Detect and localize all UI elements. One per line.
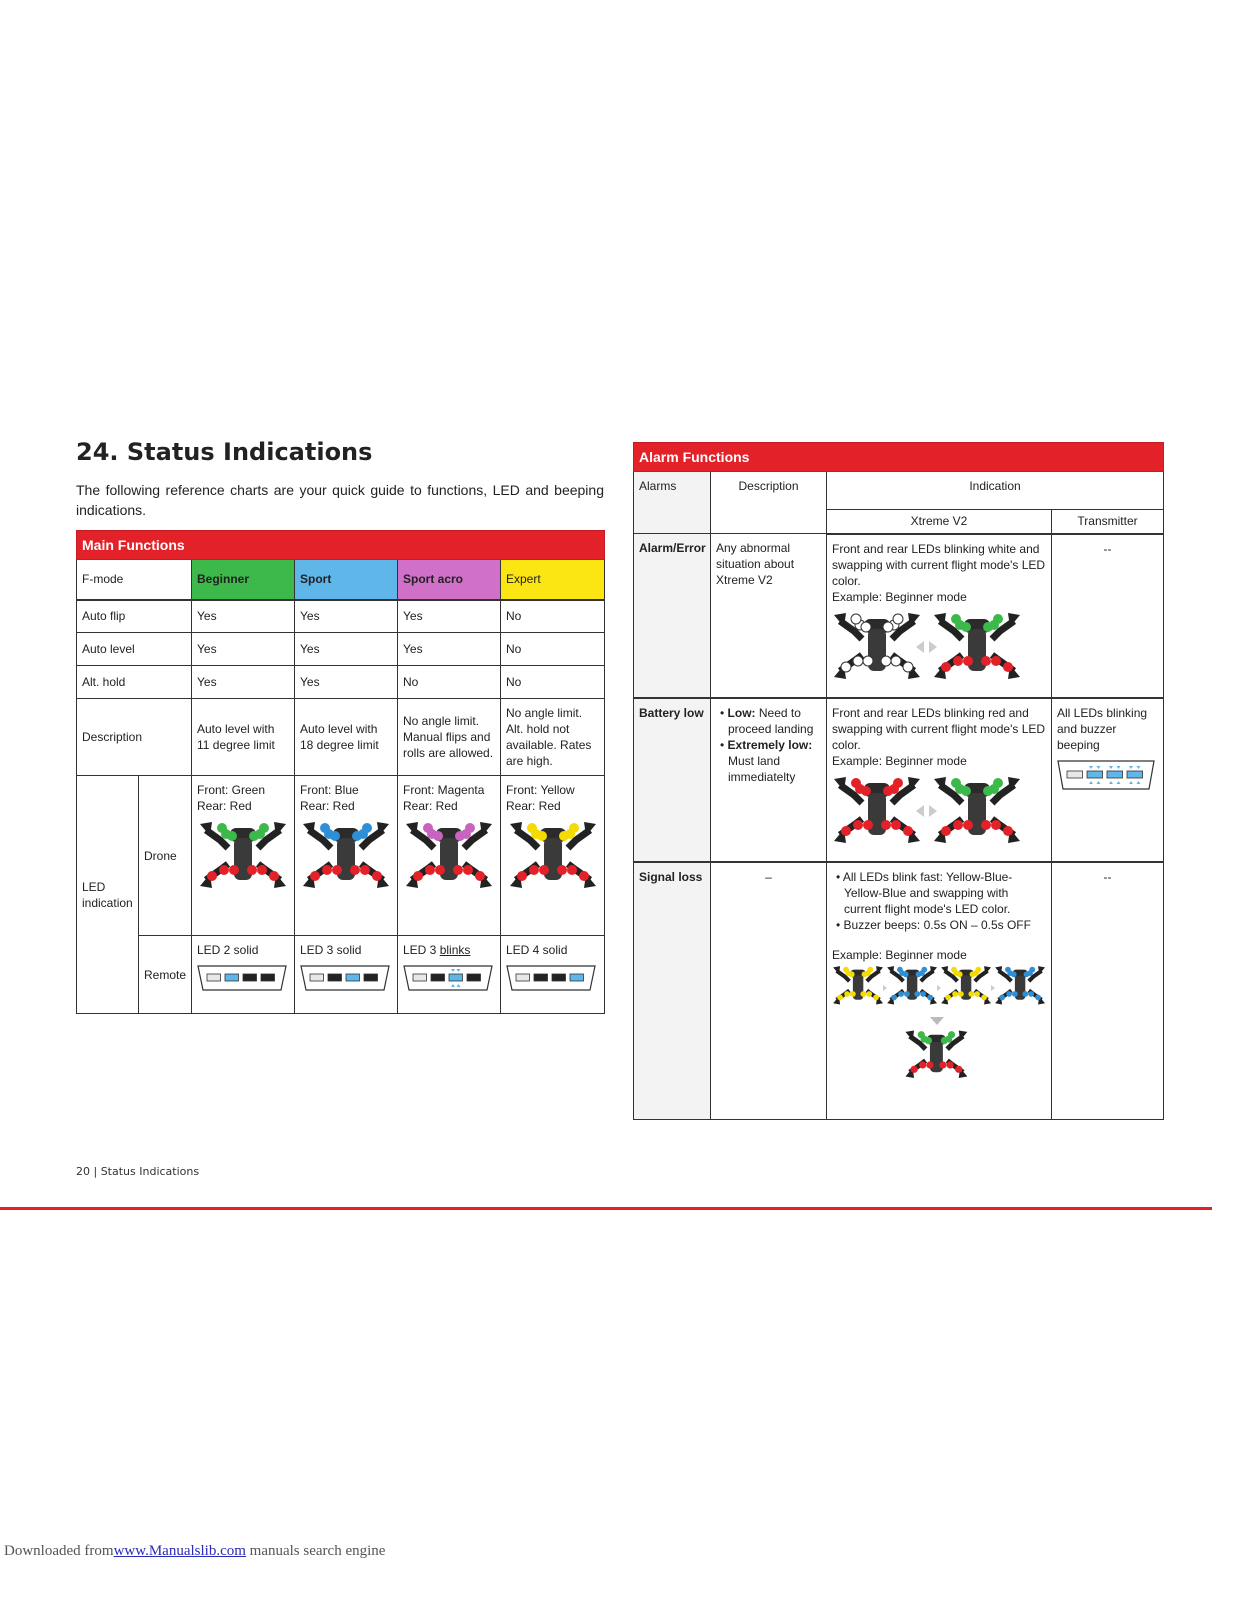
ext-bold: Extremely low: (727, 737, 813, 752)
remote-sport-acro (398, 936, 501, 1014)
description-label: Description (77, 699, 192, 776)
rear-text: Rear: Red (506, 799, 561, 813)
front-text: Front: Yellow (506, 783, 575, 797)
row-label: Auto level (77, 633, 192, 666)
signal-loss-sequence-icon (832, 965, 1046, 1095)
table-row (77, 633, 605, 666)
mode-beginner: Beginner (192, 560, 295, 600)
cell: No (501, 633, 605, 666)
alarm-row-battery (634, 698, 1164, 862)
footer-divider (0, 1207, 1212, 1210)
remote-text: LED 3 solid (300, 943, 362, 957)
fmode-label: F-mode (77, 560, 192, 600)
description-beginner: Auto level with 11 degree limit (192, 699, 295, 776)
alarm-name: Battery low (634, 698, 711, 862)
cell: Yes (295, 666, 398, 699)
remote-expert (501, 936, 605, 1014)
cell: No (501, 600, 605, 633)
drone-beginner (192, 776, 295, 936)
remote-text: LED 3 (403, 943, 440, 957)
low-bold: Low: (727, 705, 756, 720)
remote-icon (506, 964, 596, 992)
mode-sport: Sport (295, 560, 398, 600)
alarm-name: Alarm/Error (634, 534, 711, 698)
alarm-row-signal (634, 862, 1164, 1120)
drone-sport-acro (398, 776, 501, 936)
drone-icon (404, 820, 494, 890)
alarm-description: – (711, 862, 827, 1120)
download-prefix: Downloaded from (4, 1543, 114, 1559)
description-sport-acro: No angle limit. Manual flips and rolls are allowed. (398, 699, 501, 776)
remote-sport (295, 936, 398, 1014)
remote-text: LED 4 solid (506, 943, 568, 957)
bullet-text: All LEDs blink fast: Yellow-Blue-Yellow-Blue and swapping with current flight mode's LED color. (842, 869, 1013, 916)
cell: Yes (398, 633, 501, 666)
remote-label: Remote (139, 936, 192, 1014)
col-transmitter: Transmitter (1052, 510, 1164, 534)
ext-text: Must land immediatelty (728, 753, 796, 784)
alarm-functions-table (633, 442, 1164, 1120)
cell: Yes (295, 633, 398, 666)
table-row (77, 600, 605, 633)
alarm-transmitter: -- (1052, 862, 1164, 1120)
led-indication-label: LED indication (77, 776, 139, 1014)
alarm-transmitter (1052, 698, 1164, 862)
bullet-text: Buzzer beeps: 0.5s ON – 0.5s OFF (843, 917, 1031, 932)
cell: Yes (192, 633, 295, 666)
front-text: Front: Magenta (403, 783, 485, 797)
alarm-xtreme (827, 534, 1052, 698)
drone-label: Drone (139, 776, 192, 936)
remote-text: LED 2 solid (197, 943, 259, 957)
drone-icon (508, 820, 598, 890)
table-row (77, 666, 605, 699)
drone-sport (295, 776, 398, 936)
cell: Yes (192, 600, 295, 633)
download-suffix: manuals search engine (249, 1543, 386, 1559)
manualslib-link[interactable]: www.Manualslib.com (113, 1543, 246, 1559)
col-xtreme: Xtreme V2 (827, 510, 1052, 534)
front-text: Front: Green (197, 783, 266, 797)
row-label: Alt. hold (77, 666, 192, 699)
drone-swap-icon (832, 773, 1022, 853)
remote-beginner (192, 936, 295, 1014)
cell: Yes (295, 600, 398, 633)
alarm-xtreme: • All LEDs blink fast: Yellow-Blue-Yellow-Blue and swapping with current flight mode's LED color. • Buzzer beeps: 0.5s ON – 0.5s OFF Example: Beginner mode (827, 862, 1052, 1120)
download-line (4, 1543, 385, 1560)
rear-text: Rear: Red (197, 799, 252, 813)
cell: Yes (192, 666, 295, 699)
rear-text: Rear: Red (403, 799, 458, 813)
remote-icon (197, 964, 287, 992)
alarm-transmitter: -- (1052, 534, 1164, 698)
rear-text: Rear: Red (300, 799, 355, 813)
alarm-xtreme (827, 698, 1052, 862)
mode-expert: Expert (501, 560, 605, 600)
main-functions-header: Main Functions (77, 531, 605, 560)
main-functions-table (76, 530, 605, 1014)
blinks-text: blinks (439, 943, 471, 957)
drone-expert (501, 776, 605, 936)
mode-sport-acro: Sport acro (398, 560, 501, 600)
intro-text: The following reference charts are your quick guide to functions, LED and beeping indications. (76, 482, 604, 518)
table-row (77, 699, 605, 776)
alarm-name: Signal loss (634, 862, 711, 1120)
alarm-description: Any abnormal situation about Xtreme V2 (711, 534, 827, 698)
drone-swap-icon (832, 609, 1022, 689)
front-text: Front: Blue (300, 783, 359, 797)
col-description: Description (711, 472, 827, 534)
remote-icon (403, 964, 493, 992)
drone-icon (301, 820, 391, 890)
drone-icon (198, 820, 288, 890)
remote-icon (300, 964, 390, 992)
remote-icon (1057, 759, 1155, 791)
cell: Yes (398, 600, 501, 633)
cell: No (501, 666, 605, 699)
page-title: 24. Status Indications (76, 438, 373, 466)
alarm-row-error (634, 534, 1164, 698)
alarm-description: • Low: Need to proceed landing • Extremely low: Must land immediatelty (711, 698, 827, 862)
description-sport: Auto level with 18 degree limit (295, 699, 398, 776)
example-text: Example: Beginner mode (832, 947, 967, 962)
row-label: Auto flip (77, 600, 192, 633)
example-text: Example: Beginner mode (832, 753, 967, 768)
alarm-functions-header: Alarm Functions (634, 443, 1164, 472)
low-text: Need to proceed landing (728, 705, 814, 736)
xtreme-text: Front and rear LEDs blinking red and swapping with current flight mode's LED color. (832, 705, 1046, 752)
page-footer: 20 | Status Indications (76, 1165, 200, 1178)
xtreme-text: Front and rear LEDs blinking white and swapping with current flight mode's LED color. (832, 541, 1046, 588)
col-alarms: Alarms (634, 472, 711, 534)
description-expert: No angle limit. Alt. hold not available. Rates are high. (501, 699, 605, 776)
col-indication: Indication (827, 472, 1164, 510)
example-text: Example: Beginner mode (832, 589, 967, 604)
transmitter-text: All LEDs blinking and buzzer beeping (1057, 705, 1148, 752)
cell: No (398, 666, 501, 699)
